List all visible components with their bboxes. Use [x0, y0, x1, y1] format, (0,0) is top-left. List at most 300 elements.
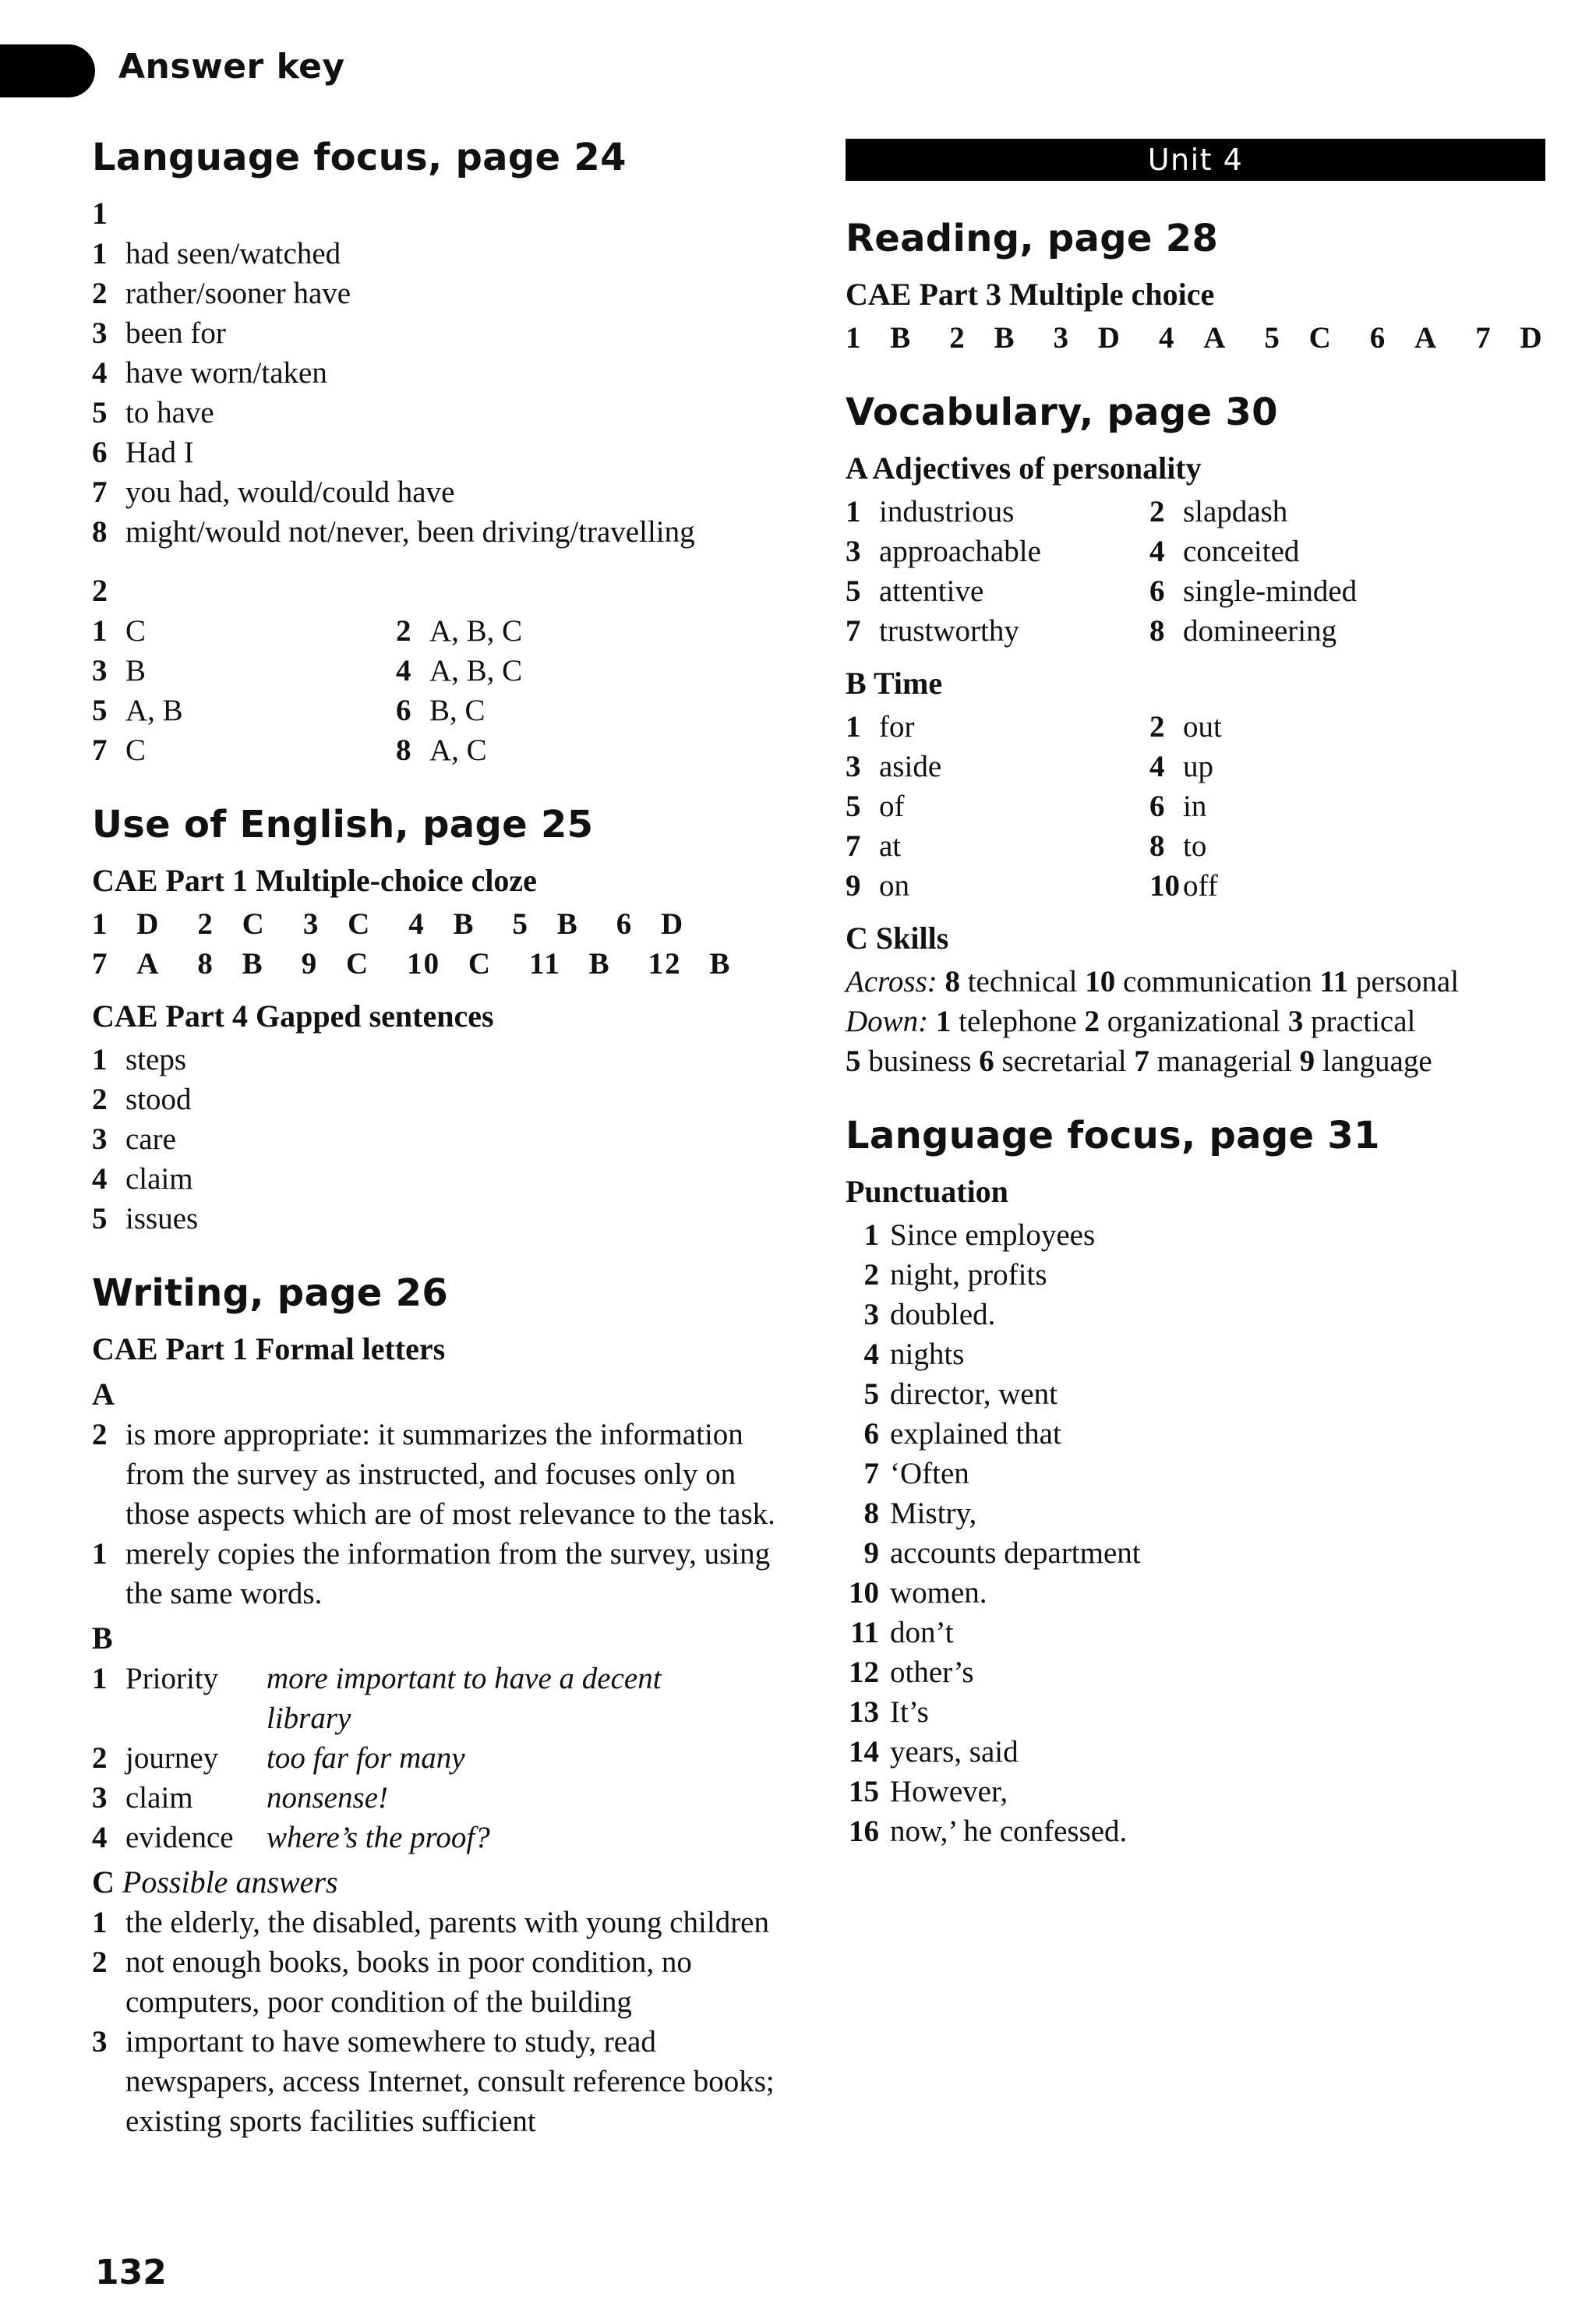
- list-item: [846, 1374, 1547, 1414]
- item-number: 5: [92, 694, 108, 727]
- grid-cell: [92, 691, 396, 730]
- skills-number: 2: [1084, 1005, 1100, 1038]
- list-item: [92, 313, 793, 353]
- answer-letter: D: [661, 907, 685, 941]
- item-text: off: [1183, 869, 1218, 903]
- item-number: 1: [92, 614, 108, 648]
- list-item: [846, 1692, 1547, 1732]
- item-number: 3: [92, 2025, 108, 2059]
- skills-direction-label: Across:: [846, 965, 937, 998]
- answer-number: 9: [301, 947, 327, 981]
- item-number: 3: [92, 654, 108, 687]
- skills-word: language: [1315, 1044, 1432, 1078]
- skills-direction-label: Down:: [846, 1005, 929, 1038]
- exercise-label-2: 2: [92, 573, 108, 608]
- item-number: 10: [849, 1576, 879, 1610]
- item-text: A, B, C: [429, 654, 523, 687]
- list-item: [92, 234, 793, 274]
- list-item: [846, 1334, 1547, 1374]
- item-text: A, B, C: [429, 614, 523, 648]
- skills-number: 10: [1085, 965, 1116, 998]
- list-item: [846, 1811, 1547, 1851]
- item-text: important to have somewhere to study, read newspapers, access Internet, consult reference books; existing sports facilities sufficient: [125, 2025, 775, 2138]
- page-number: 132: [95, 2253, 167, 2292]
- item-text: years, said: [890, 1735, 1019, 1769]
- list-item: [846, 1652, 1547, 1692]
- item-number: 2: [92, 1083, 108, 1116]
- item-text: approachable: [879, 535, 1041, 568]
- item-number: 6: [863, 1417, 879, 1451]
- grid-cell: [846, 747, 1149, 786]
- section-title-vocabulary-30: Vocabulary, page 30: [846, 391, 1278, 434]
- item-number: 2: [92, 1741, 108, 1775]
- grid-cell: [396, 611, 708, 651]
- answer-item: [949, 318, 1034, 358]
- skills-number: 1: [935, 1005, 952, 1038]
- list-item: [846, 1414, 1547, 1454]
- section-title-language-focus-31: Language focus, page 31: [846, 1114, 1380, 1157]
- reading-part-title: CAE Part 3 Multiple choice: [846, 277, 1215, 312]
- item-text: of: [879, 790, 905, 823]
- item-text: now,’ he confessed.: [890, 1815, 1128, 1848]
- list-item: [92, 1415, 793, 1534]
- answer-item: [92, 944, 178, 984]
- item-text: nights: [890, 1338, 965, 1371]
- answer-letter: C: [468, 947, 493, 981]
- answer-letter: C: [1308, 321, 1333, 355]
- answer-number: 2: [197, 907, 224, 941]
- answer-number: 3: [302, 907, 330, 941]
- item-text: rather/sooner have: [125, 277, 351, 310]
- section-title-use-of-english-25: Use of English, page 25: [92, 803, 594, 846]
- item-number: 3: [846, 750, 861, 783]
- item-text: issues: [125, 1202, 199, 1235]
- answer-item: [616, 904, 703, 944]
- grid-cell: [92, 730, 396, 770]
- item-number: 1: [846, 710, 861, 744]
- grid-cell: [1149, 866, 1461, 906]
- item-text: on: [879, 869, 909, 903]
- answer-letter: B: [453, 907, 475, 941]
- grid-cell: [1149, 611, 1461, 651]
- item-number: 4: [396, 654, 411, 687]
- answer-number: 2: [949, 321, 976, 355]
- item-number: 3: [863, 1298, 879, 1331]
- writing-a-list: [92, 1415, 793, 1613]
- item-number: 8: [396, 733, 411, 767]
- list-item: [92, 433, 793, 472]
- list-item: [846, 1732, 1547, 1772]
- skills-word: practical: [1303, 1005, 1416, 1038]
- answer-item: [1264, 318, 1351, 358]
- item-text: to have: [125, 396, 214, 429]
- item-text: attentive: [879, 574, 984, 608]
- vocab-b-grid: [846, 707, 1547, 906]
- item-text: ‘Often: [890, 1457, 969, 1490]
- item-text: C: [125, 733, 147, 767]
- part4-title: CAE Part 4 Gapped sentences: [92, 998, 494, 1034]
- writing-c-letter: C: [92, 1864, 115, 1900]
- item-number: 3: [92, 316, 108, 350]
- section-title-reading-28: Reading, page 28: [846, 217, 1219, 260]
- grid-cell: [1149, 707, 1461, 747]
- answer-item: [529, 944, 630, 984]
- list-item: [92, 1159, 793, 1199]
- right-column: [846, 139, 1547, 1851]
- answers-row: [92, 904, 793, 944]
- item-text: domineering: [1183, 614, 1337, 648]
- answer-item: [407, 944, 510, 984]
- item-number: 7: [863, 1457, 879, 1490]
- b-note: too far for many: [267, 1741, 465, 1775]
- section-title-language-focus-24: Language focus, page 24: [92, 136, 627, 179]
- punctuation-list: [846, 1215, 1547, 1851]
- list-item: [92, 472, 793, 512]
- item-number: 5: [92, 1202, 108, 1235]
- header-tab-marker: [0, 44, 95, 97]
- skills-number: 7: [1134, 1044, 1149, 1078]
- list-item: [846, 1454, 1547, 1493]
- grid-cell: [396, 691, 708, 730]
- item-number: 2: [92, 1946, 108, 1979]
- answer-item: [846, 318, 930, 358]
- reading-answers-row: [846, 318, 1547, 358]
- answer-number: 3: [1053, 321, 1079, 355]
- item-number: 2: [396, 614, 411, 648]
- skills-number: 9: [1299, 1044, 1315, 1078]
- item-text: been for: [125, 316, 226, 350]
- part1-title: CAE Part 1 Multiple-choice cloze: [92, 863, 537, 898]
- b-word: evidence: [125, 1821, 234, 1854]
- item-number: 6: [396, 694, 411, 727]
- writing-c-sub: Possible answers: [122, 1864, 338, 1900]
- item-text: slapdash: [1183, 495, 1288, 528]
- answer-number: 7: [92, 947, 118, 981]
- item-text: single-minded: [1183, 574, 1358, 608]
- item-text: at: [879, 829, 902, 863]
- down-line: [846, 1002, 1547, 1041]
- item-number: 8: [1149, 829, 1165, 863]
- list-item: [92, 1903, 793, 1942]
- answer-number: 8: [197, 947, 224, 981]
- list-item: [92, 1942, 793, 2022]
- writing-part-title: CAE Part 1 Formal letters: [92, 1331, 446, 1366]
- answer-letter: B: [890, 321, 913, 355]
- list-item: [846, 1493, 1547, 1533]
- item-number: 1: [92, 1043, 108, 1076]
- grid-cell: [846, 786, 1149, 826]
- writing-a-label: A: [92, 1377, 115, 1412]
- answer-letter: C: [348, 907, 372, 941]
- answer-letter: D: [136, 907, 161, 941]
- skills-number: 5: [846, 1044, 861, 1078]
- item-text: B, C: [429, 694, 486, 727]
- item-number: 1: [92, 237, 108, 270]
- answer-item: [92, 904, 178, 944]
- exercise-2-grid: [92, 611, 793, 770]
- skills-number: 11: [1319, 965, 1349, 998]
- answer-item: [1054, 318, 1140, 358]
- skills-number: 3: [1287, 1005, 1304, 1038]
- answer-letter: B: [556, 907, 579, 941]
- item-text: not enough books, books in poor condition, no computers, poor condition of the building: [125, 1946, 692, 2019]
- item-number: 4: [92, 1162, 108, 1196]
- b-note: where’s the proof?: [267, 1821, 490, 1854]
- down-line-continued: [846, 1041, 1547, 1081]
- item-number: 2: [92, 277, 108, 310]
- item-number: 5: [863, 1377, 879, 1411]
- answer-item: [1370, 318, 1457, 358]
- item-number: 4: [1149, 750, 1165, 783]
- list-item: [846, 1533, 1547, 1573]
- answer-number: 4: [1158, 321, 1185, 355]
- list-item: [846, 1215, 1547, 1255]
- grid-cell: [846, 826, 1149, 866]
- item-number: 11: [850, 1616, 879, 1649]
- list-item: [92, 393, 793, 433]
- answers-row: [92, 944, 793, 984]
- item-number: 7: [846, 829, 861, 863]
- item-number: 2: [1149, 495, 1165, 528]
- answer-item: [1159, 318, 1245, 358]
- list-item: [846, 1772, 1547, 1811]
- answer-number: 1: [846, 321, 872, 355]
- item-number: 9: [863, 1536, 879, 1570]
- item-text: industrious: [879, 495, 1015, 528]
- answer-number: 11: [529, 947, 570, 981]
- answer-letter: C: [345, 947, 370, 981]
- answer-number: 12: [648, 947, 691, 981]
- answer-number: 6: [1369, 321, 1396, 355]
- item-number: 3: [92, 1122, 108, 1156]
- grid-cell: [92, 651, 396, 691]
- answer-letter: D: [1097, 321, 1121, 355]
- answer-item: [303, 904, 390, 944]
- item-number: 6: [1149, 574, 1165, 608]
- item-number: 3: [846, 535, 861, 568]
- item-text: out: [1183, 710, 1222, 744]
- writing-c-list: [92, 1903, 793, 2141]
- item-number: 15: [849, 1775, 879, 1808]
- left-column: [92, 133, 793, 2141]
- item-text: care: [125, 1122, 176, 1156]
- item-number: 8: [92, 515, 108, 549]
- item-text: night, profits: [890, 1258, 1047, 1292]
- item-number: 2: [1149, 710, 1165, 744]
- item-text: to: [1183, 829, 1207, 863]
- item-text: merely copies the information from the survey, using the same words.: [125, 1537, 771, 1610]
- answer-letter: B: [242, 947, 264, 981]
- skills-word: telephone: [951, 1005, 1085, 1038]
- writing-b-table: [92, 1659, 793, 1857]
- item-text: doubled.: [890, 1298, 996, 1331]
- item-number: 10: [1149, 869, 1180, 903]
- grid-cell: [846, 532, 1149, 571]
- grid-cell: [846, 611, 1149, 651]
- skills-word: personal: [1348, 965, 1460, 998]
- list-item: [846, 1255, 1547, 1295]
- answer-item: [197, 944, 282, 984]
- grid-cell: [1149, 786, 1461, 826]
- answer-number: 5: [1264, 321, 1291, 355]
- answer-number: 10: [407, 947, 450, 981]
- item-text: It’s: [890, 1695, 929, 1729]
- grid-cell: [396, 651, 708, 691]
- grid-cell: [396, 730, 708, 770]
- item-text: However,: [890, 1775, 1008, 1808]
- grid-cell: [1149, 826, 1461, 866]
- answer-number: 5: [512, 907, 538, 941]
- item-text: don’t: [890, 1616, 954, 1649]
- skills-number: 6: [979, 1044, 994, 1078]
- skills-word: business: [860, 1044, 980, 1078]
- vocab-a-title: A Adjectives of personality: [846, 451, 1202, 486]
- item-number: 6: [1149, 790, 1165, 823]
- item-text: claim: [125, 1162, 193, 1196]
- grid-cell: [1149, 532, 1461, 571]
- list-item: [846, 1295, 1547, 1334]
- item-text: C: [125, 614, 147, 648]
- punctuation-title: Punctuation: [846, 1174, 1008, 1209]
- item-number: 5: [846, 790, 861, 823]
- item-number: 7: [846, 614, 861, 648]
- answer-letter: B: [994, 321, 1016, 355]
- item-text: A, C: [429, 733, 487, 767]
- list-item: [92, 1080, 793, 1119]
- item-number: 7: [92, 475, 108, 509]
- answer-letter: B: [709, 947, 732, 981]
- list-item: [92, 274, 793, 313]
- answer-item: [197, 904, 284, 944]
- list-item: [92, 353, 793, 393]
- vocab-a-grid: [846, 492, 1547, 651]
- answer-item: [1475, 318, 1562, 358]
- item-text: have worn/taken: [125, 356, 327, 390]
- exercise-label-1: 1: [92, 196, 108, 231]
- answer-number: 1: [92, 907, 118, 941]
- item-text: aside: [879, 750, 942, 783]
- item-number: 16: [849, 1815, 879, 1848]
- item-text: women.: [890, 1576, 987, 1610]
- b-note: more important to have a decent library: [267, 1662, 662, 1735]
- vocab-b-title: B Time: [846, 666, 943, 701]
- item-text: stood: [125, 1083, 192, 1116]
- b-word: claim: [125, 1781, 193, 1815]
- answer-number: 6: [616, 907, 643, 941]
- answer-number: 7: [1475, 321, 1502, 355]
- section-title-writing-26: Writing, page 26: [92, 1271, 449, 1315]
- item-number: 4: [863, 1338, 879, 1371]
- item-text: other’s: [890, 1656, 974, 1689]
- item-number: 4: [92, 1821, 108, 1854]
- list-item: [92, 1534, 793, 1613]
- page-header-title: Answer key: [118, 47, 345, 87]
- item-number: 2: [863, 1258, 879, 1292]
- answer-item: [513, 904, 598, 944]
- skills-answers: [846, 962, 1547, 1081]
- item-number: 1: [846, 495, 861, 528]
- item-text: A, B: [125, 694, 183, 727]
- grid-cell: [92, 611, 396, 651]
- across-line: [846, 962, 1547, 1002]
- item-number: 2: [92, 1418, 108, 1451]
- answer-item: [648, 944, 750, 984]
- item-text: director, went: [890, 1377, 1058, 1411]
- item-number: 8: [863, 1497, 879, 1530]
- item-number: 4: [92, 356, 108, 390]
- item-text: you had, would/could have: [125, 475, 455, 509]
- skills-word: secretarial: [994, 1044, 1135, 1078]
- answer-letter: C: [242, 907, 266, 941]
- writing-c-label: [92, 1862, 793, 1903]
- answer-number: 4: [408, 907, 435, 941]
- item-text: in: [1183, 790, 1207, 823]
- item-number: 1: [863, 1218, 879, 1252]
- vocab-c-title: C Skills: [846, 921, 949, 956]
- grid-cell: [1149, 747, 1461, 786]
- b-word: journey: [125, 1741, 219, 1775]
- item-number: 5: [92, 396, 108, 429]
- item-text: steps: [125, 1043, 186, 1076]
- skills-word: technical: [959, 965, 1086, 998]
- answer-letter: A: [1414, 321, 1439, 355]
- item-text: for: [879, 710, 915, 744]
- answer-letter: D: [1520, 321, 1544, 355]
- item-number: 9: [846, 869, 861, 903]
- list-item: [92, 512, 793, 552]
- item-number: 5: [846, 574, 861, 608]
- list-item: [92, 1199, 793, 1239]
- list-item: [846, 1613, 1547, 1652]
- answer-item: [302, 944, 388, 984]
- grid-cell: [846, 707, 1149, 747]
- list-item: [92, 2022, 793, 2141]
- skills-word: communication: [1115, 965, 1320, 998]
- item-text: might/would not/never, been driving/travelling: [125, 515, 695, 549]
- grid-cell: [846, 492, 1149, 532]
- item-text: Mistry,: [890, 1497, 977, 1530]
- list-item: [92, 1040, 793, 1080]
- item-number: 3: [92, 1781, 108, 1815]
- grid-cell: [1149, 571, 1461, 611]
- part4-list: [92, 1040, 793, 1239]
- list-item: [846, 1573, 1547, 1613]
- item-text: accounts department: [890, 1536, 1141, 1570]
- item-text: B: [125, 654, 147, 687]
- item-text: trustworthy: [879, 614, 1019, 648]
- item-text: is more appropriate: it summarizes the information from the survey as instructed, and focuses only on those aspects which are of most relevance to the task.: [125, 1418, 775, 1531]
- item-number: 4: [1149, 535, 1165, 568]
- writing-b-label: B: [92, 1620, 113, 1656]
- grid-cell: [846, 571, 1149, 611]
- item-number: 1: [92, 1906, 108, 1939]
- unit-banner: Unit 4: [846, 139, 1545, 181]
- item-text: up: [1183, 750, 1213, 783]
- grid-cell: [1149, 492, 1461, 532]
- grid-cell: [846, 866, 1149, 906]
- b-word: Priority: [125, 1662, 219, 1695]
- item-number: 13: [849, 1695, 879, 1729]
- item-number: 1: [92, 1537, 108, 1571]
- item-number: 14: [849, 1735, 879, 1769]
- b-note: nonsense!: [267, 1781, 388, 1815]
- list-item: [92, 1119, 793, 1159]
- item-number: 8: [1149, 614, 1165, 648]
- exercise-1-list: [92, 234, 793, 552]
- item-number: 12: [849, 1656, 879, 1689]
- item-text: explained that: [890, 1417, 1061, 1451]
- answer-letter: B: [588, 947, 611, 981]
